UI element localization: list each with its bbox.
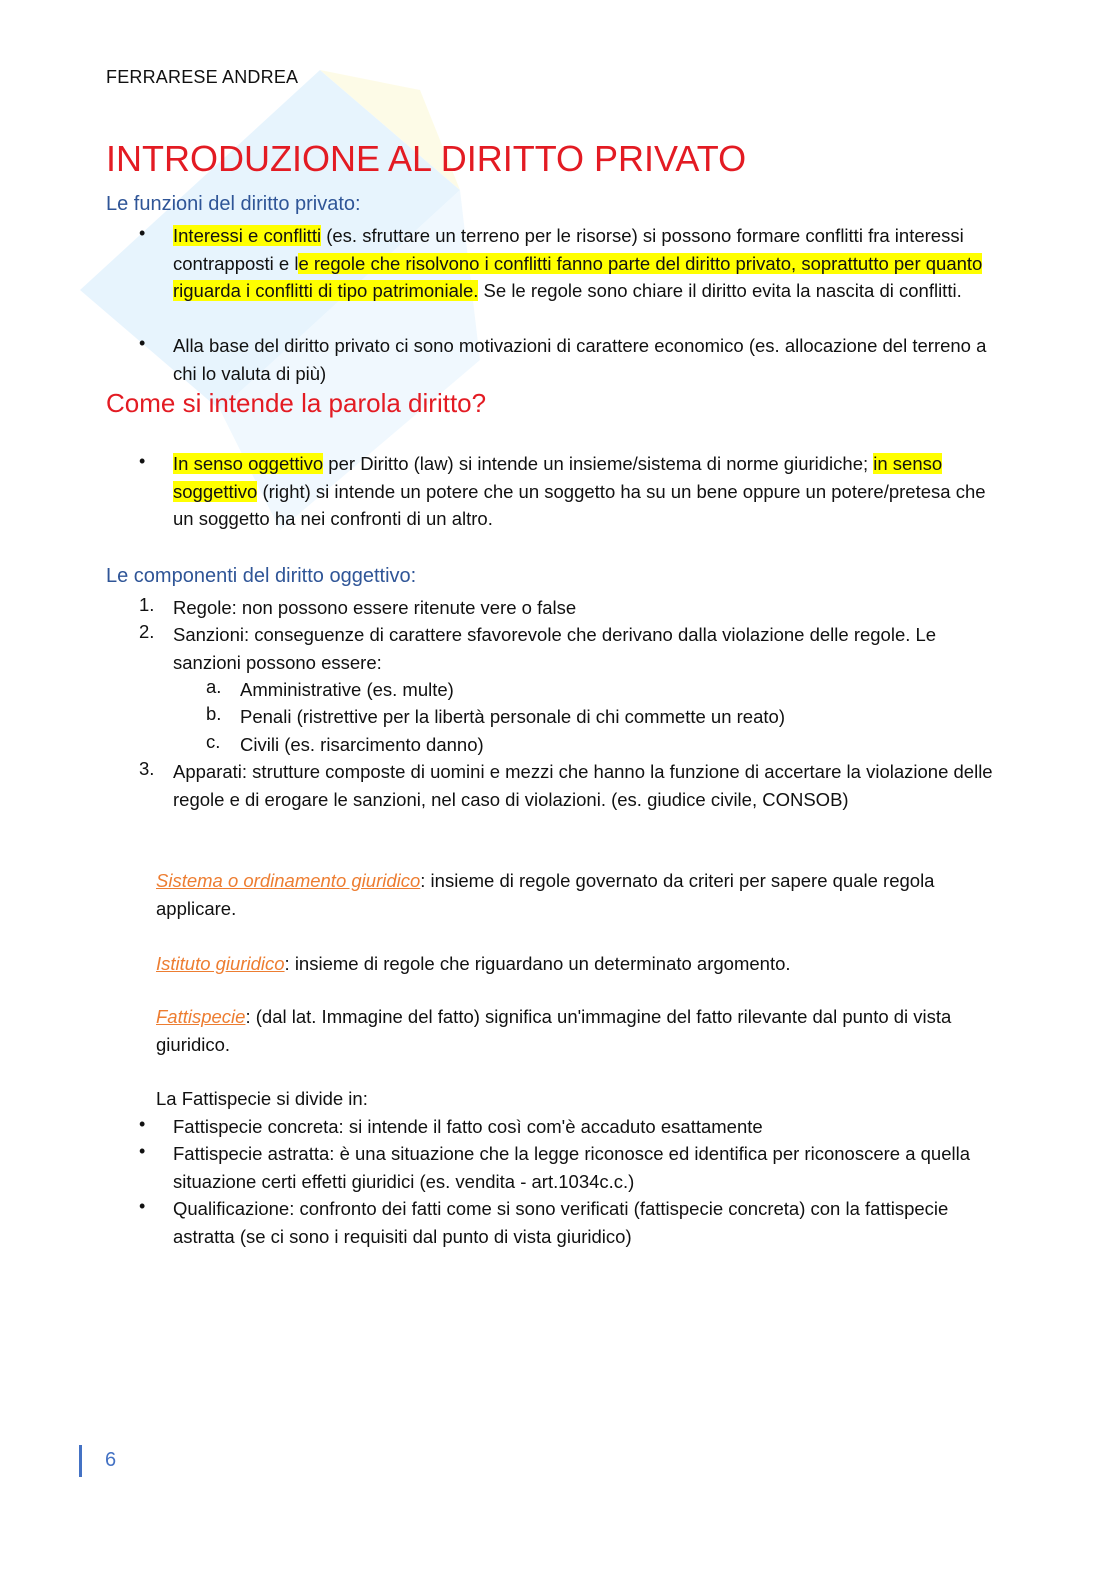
list-item: In senso oggettivo per Diritto (law) si intende un insieme/sistema di norme giuridiche; in senso soggettivo (right) si intende un potere che un soggetto ha su un bene oppure un potere/pretesa che un soggetto ha nei confronti di un altro. [173, 453, 986, 529]
list-number: 1. [139, 594, 155, 615]
list-item: Civili (es. risarcimento danno) [240, 734, 484, 755]
bullet-marker: • [139, 1141, 146, 1161]
section-heading-funzioni: Le funzioni del diritto privato: [106, 193, 361, 215]
list-item: Regole: non possono essere ritenute vere o false [173, 597, 577, 618]
list-letter: a. [206, 676, 222, 697]
list-item: Apparati: strutture composte di uomini e mezzi che hanno la funzione di accertare la violazione delle regole e di erogare le sanzioni, nel caso di violazioni. (es. giudice civile, CONSOB) [173, 761, 993, 810]
bullet-marker: • [139, 1114, 146, 1134]
author-name: FERRARESE ANDREA [106, 67, 299, 87]
list-item: Interessi e conflitti (es. sfruttare un terreno per le risorse) si possono formare conflitti fra interessi contrapposti e le regole che risolvono i conflitti fanno parte del diritto privato, soprattutto per quanto riguarda i conflitti di tipo patrimoniale. Se le regole sono chiare il diritto evita la nascita di conflitti. [173, 225, 983, 301]
list-letter: b. [206, 703, 222, 724]
page-title: INTRODUZIONE AL DIRITTO PRIVATO [106, 138, 747, 179]
footer-accent-bar [79, 1445, 82, 1477]
highlighted-text: in senso soggettivo [173, 453, 943, 502]
list-number: 2. [139, 621, 155, 642]
highlighted-text: Interessi e conflitti [173, 225, 322, 246]
list-letter: c. [206, 731, 221, 752]
term-link[interactable]: Fattispecie [156, 1006, 246, 1027]
section-heading-diritto: Come si intende la parola diritto? [106, 388, 487, 418]
definition-sistema: Sistema o ordinamento giuridico: insieme di regole governato da criteri per sapere quale regola applicare. [156, 870, 935, 919]
page-number: 6 [105, 1449, 117, 1471]
term-link[interactable]: Istituto giuridico [156, 953, 285, 974]
definition-fattispecie: Fattispecie: (dal lat. Immagine del fatto) significa un'immagine del fatto rilevante dal punto di vista giuridico. [156, 1006, 952, 1055]
list-item: Penali (ristrettive per la libertà personale di chi commette un reato) [240, 706, 785, 727]
list-item: Sanzioni: conseguenze di carattere sfavorevole che derivano dalla violazione delle regole. Le sanzioni possono essere: [173, 624, 937, 673]
highlighted-text: e regole che risolvono i conflitti fanno parte del diritto privato, soprattutto per quanto riguarda i conflitti di tipo patrimoniale. [173, 252, 983, 301]
list-number: 3. [139, 758, 155, 779]
definition-istituto: Istituto giuridico: insieme di regole che riguardano un determinato argomento. [156, 953, 791, 974]
bullet-marker: • [139, 223, 146, 243]
bullet-marker: • [139, 333, 146, 353]
list-item: Fattispecie concreta: si intende il fatto così com'è accaduto esattamente [173, 1116, 763, 1137]
highlighted-text: In senso oggettivo [173, 453, 324, 474]
list-item: Alla base del diritto privato ci sono motivazioni di carattere economico (es. allocazione del terreno a chi lo valuta di più) [173, 335, 987, 384]
list-item: Qualificazione: confronto dei fatti come si sono verificati (fattispecie concreta) con la fattispecie astratta (se ci sono i requisiti dal punto di vista giuridico) [173, 1198, 949, 1247]
term-link[interactable]: Sistema o ordinamento giuridico [156, 870, 421, 891]
section-heading-componenti: Le componenti del diritto oggettivo: [106, 565, 417, 587]
fattispecie-intro: La Fattispecie si divide in: [156, 1088, 368, 1109]
bullet-marker: • [139, 1196, 146, 1216]
bullet-marker: • [139, 451, 146, 471]
list-item: Fattispecie astratta: è una situazione che la legge riconosce ed identifica per riconoscere a quella situazione certi effetti giuridici (es. vendita - art.1034c.c.) [173, 1143, 970, 1192]
list-item: Amministrative (es. multe) [240, 679, 454, 700]
